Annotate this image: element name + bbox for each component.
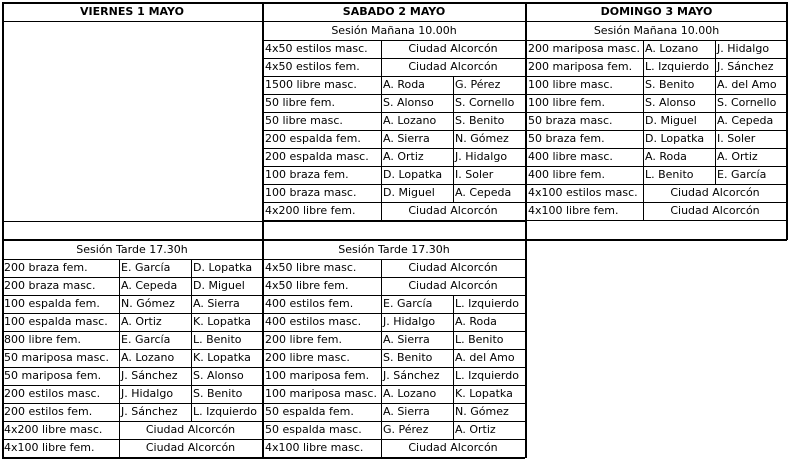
swimmer-name: D. Miguel xyxy=(645,114,697,127)
event-name: 4x200 libre masc. xyxy=(4,423,103,436)
grid-line xyxy=(191,259,192,277)
swimmer-name: A. Lozano xyxy=(645,42,699,55)
swimmer-name: S. Cornello xyxy=(455,96,515,109)
event-name: 1500 libre masc. xyxy=(265,78,357,91)
swimmer-name: J. Hidalgo xyxy=(717,42,770,55)
event-name: 200 espalda fem. xyxy=(265,132,361,145)
grid-line xyxy=(643,76,644,94)
swimmer-name: K. Lopatka xyxy=(455,387,513,400)
event-name: 100 libre fem. xyxy=(528,96,605,109)
grid-line xyxy=(119,421,120,439)
swimmer-name: A. Roda xyxy=(455,315,497,328)
swimmer-name: A. Lozano xyxy=(383,114,437,127)
swimmer-name: L. Izquierdo xyxy=(455,297,519,310)
event-name: 50 libre fem. xyxy=(265,96,335,109)
swimmer-name: E. García xyxy=(717,168,767,181)
grid-line xyxy=(453,148,454,166)
session-title: Sesión Mañana 10.00h xyxy=(593,24,720,37)
swimmer-name: A. del Amo xyxy=(717,78,777,91)
grid-line xyxy=(191,403,192,421)
swimmer-name: S. Alonso xyxy=(383,96,434,109)
grid-line xyxy=(119,313,120,331)
grid-line xyxy=(643,112,644,130)
grid-line xyxy=(453,313,454,331)
grid-line xyxy=(119,403,120,421)
swimmer-name: K. Lopatka xyxy=(193,315,251,328)
event-name: 400 estilos fem. xyxy=(265,297,354,310)
club-name: Ciudad Alcorcón xyxy=(670,204,760,217)
event-name: 400 estilos masc. xyxy=(265,315,362,328)
swimmer-name: L. Izquierdo xyxy=(455,369,519,382)
grid-line xyxy=(191,331,192,349)
swimmer-name: N. Gómez xyxy=(455,132,509,145)
day-header-viernes: VIERNES 1 MAYO xyxy=(80,5,184,18)
grid-line xyxy=(453,184,454,202)
swimmer-name: A. Lozano xyxy=(383,387,437,400)
swimmer-name: A. Roda xyxy=(645,150,687,163)
grid-line xyxy=(715,148,716,166)
event-name: 200 braza masc. xyxy=(4,279,96,292)
grid-line xyxy=(191,277,192,295)
grid-line xyxy=(381,58,382,76)
swimmer-name: J. Sánchez xyxy=(121,369,178,382)
grid-line xyxy=(381,385,382,403)
swimmer-name: S. Benito xyxy=(455,114,505,127)
event-name: 800 libre fem. xyxy=(4,333,81,346)
swimmer-name: K. Lopatka xyxy=(193,351,251,364)
swimmer-name: A. Sierra xyxy=(383,333,430,346)
grid-line xyxy=(2,2,4,458)
swimmer-name: J. Sánchez xyxy=(121,405,178,418)
grid-line xyxy=(2,21,787,22)
grid-line xyxy=(715,76,716,94)
grid-line xyxy=(526,220,787,221)
grid-line xyxy=(643,148,644,166)
swimmer-name: A. Roda xyxy=(383,78,425,91)
swimmer-name: A. Sierra xyxy=(383,132,430,145)
swimmer-name: A. Cepeda xyxy=(455,186,512,199)
club-name: Ciudad Alcorcón xyxy=(145,423,236,436)
grid-line xyxy=(381,349,382,367)
swimmer-name: N. Gómez xyxy=(455,405,509,418)
event-name: 200 estilos masc. xyxy=(4,387,101,400)
grid-line xyxy=(381,202,382,220)
event-name: 4x100 estilos masc. xyxy=(528,186,638,199)
club-name: Ciudad Alcorcón xyxy=(670,186,760,199)
event-name: 200 mariposa masc. xyxy=(528,42,640,55)
club-name: Ciudad Alcorcón xyxy=(145,441,236,454)
day-header-domingo: DOMINGO 3 MAYO xyxy=(600,5,713,18)
grid-line xyxy=(453,130,454,148)
grid-line xyxy=(453,367,454,385)
swimmer-name: D. Lopatka xyxy=(383,168,443,181)
grid-line xyxy=(381,277,382,295)
grid-line xyxy=(715,112,716,130)
swimmer-name: J. Hidalgo xyxy=(383,315,436,328)
grid-line xyxy=(715,58,716,76)
event-name: 50 libre masc. xyxy=(265,114,343,127)
event-name: 200 braza fem. xyxy=(4,261,88,274)
club-name: Ciudad Alcorcón xyxy=(408,60,498,73)
swimmer-name: J. Sánchez xyxy=(383,369,440,382)
grid-line xyxy=(453,349,454,367)
event-name: 100 braza fem. xyxy=(265,168,349,181)
swimmer-name: E. García xyxy=(121,333,171,346)
event-name: 4x50 libre fem. xyxy=(265,279,349,292)
club-name: Ciudad Alcorcón xyxy=(408,279,498,292)
swimmer-name: A. Ortiz xyxy=(383,150,424,163)
event-name: 100 espalda masc. xyxy=(4,315,108,328)
grid-line xyxy=(381,367,382,385)
grid-line xyxy=(381,295,382,313)
swimmer-name: S. Cornello xyxy=(717,96,777,109)
grid-line xyxy=(381,130,382,148)
event-name: 4x100 libre fem. xyxy=(4,441,95,454)
swimmer-name: N. Gómez xyxy=(121,297,175,310)
grid-line xyxy=(262,2,264,458)
grid-line xyxy=(453,385,454,403)
swimmer-name: I. Soler xyxy=(455,168,494,181)
grid-line xyxy=(263,40,525,41)
grid-line xyxy=(2,2,787,4)
grid-line xyxy=(191,295,192,313)
swimmer-name: A. Ortiz xyxy=(455,423,496,436)
swimmer-name: J. Hidalgo xyxy=(121,387,174,400)
event-name: 4x100 libre masc. xyxy=(265,441,364,454)
event-name: 50 braza masc. xyxy=(528,114,613,127)
club-name: Ciudad Alcorcón xyxy=(408,204,498,217)
grid-line xyxy=(381,166,382,184)
club-name: Ciudad Alcorcón xyxy=(408,261,498,274)
grid-line xyxy=(119,277,120,295)
event-name: 100 espalda fem. xyxy=(4,297,100,310)
event-name: 4x100 libre fem. xyxy=(528,204,619,217)
grid-line xyxy=(263,259,525,260)
swimmer-name: S. Benito xyxy=(645,78,695,91)
grid-line xyxy=(263,221,525,222)
grid-line xyxy=(191,313,192,331)
grid-line xyxy=(643,202,644,220)
grid-line xyxy=(381,184,382,202)
event-name: 200 libre masc. xyxy=(265,351,350,364)
swimmer-name: A. Lozano xyxy=(121,351,175,364)
swimmer-name: D. Lopatka xyxy=(645,132,705,145)
grid-line xyxy=(119,367,120,385)
grid-line xyxy=(715,40,716,58)
event-name: 100 braza masc. xyxy=(265,186,357,199)
grid-line xyxy=(381,313,382,331)
grid-line xyxy=(381,76,382,94)
grid-line xyxy=(119,295,120,313)
swimmer-name: A. Sierra xyxy=(383,405,430,418)
grid-line xyxy=(453,331,454,349)
grid-line xyxy=(381,148,382,166)
swimmer-name: J. Hidalgo xyxy=(455,150,508,163)
grid-line xyxy=(715,94,716,112)
swimmer-name: S. Benito xyxy=(193,387,243,400)
grid-line xyxy=(381,94,382,112)
swimmer-name: G. Pérez xyxy=(383,423,429,436)
event-name: 400 libre masc. xyxy=(528,150,613,163)
grid-line xyxy=(2,221,264,222)
event-name: 100 mariposa fem. xyxy=(265,369,370,382)
swimmer-name: L. Izquierdo xyxy=(645,60,709,73)
grid-line xyxy=(453,94,454,112)
swimmer-name: L. Benito xyxy=(193,333,242,346)
grid-line xyxy=(119,259,120,277)
event-name: 50 mariposa masc. xyxy=(4,351,109,364)
grid-line xyxy=(715,166,716,184)
grid-line xyxy=(526,40,787,41)
grid-line xyxy=(453,295,454,313)
grid-line xyxy=(453,403,454,421)
grid-line xyxy=(643,166,644,184)
grid-line xyxy=(643,130,644,148)
swimmer-name: I. Soler xyxy=(717,132,756,145)
swimmer-name: S. Benito xyxy=(383,351,433,364)
grid-line xyxy=(381,331,382,349)
swimmer-name: D. Miguel xyxy=(193,279,245,292)
swimmer-name: D. Lopatka xyxy=(193,261,253,274)
grid-line xyxy=(119,349,120,367)
swimmer-name: D. Miguel xyxy=(383,186,435,199)
grid-line xyxy=(381,40,382,58)
grid-line xyxy=(381,112,382,130)
grid-line xyxy=(191,385,192,403)
grid-line xyxy=(119,385,120,403)
event-name: 400 libre fem. xyxy=(528,168,605,181)
event-name: 200 estilos fem. xyxy=(4,405,93,418)
swimmer-name: L. Izquierdo xyxy=(193,405,257,418)
swimmer-name: S. Alonso xyxy=(645,96,696,109)
grid-line xyxy=(453,112,454,130)
swimmer-name: A. del Amo xyxy=(455,351,515,364)
grid-line xyxy=(643,58,644,76)
event-name: 50 espalda masc. xyxy=(265,423,362,436)
event-name: 4x200 libre fem. xyxy=(265,204,356,217)
grid-line xyxy=(526,239,787,241)
event-name: 200 libre fem. xyxy=(265,333,342,346)
event-name: 100 libre masc. xyxy=(528,78,613,91)
swimmer-name: L. Benito xyxy=(455,333,504,346)
grid-line xyxy=(191,349,192,367)
swimmer-name: G. Pérez xyxy=(455,78,501,91)
grid-line xyxy=(643,94,644,112)
grid-line xyxy=(453,76,454,94)
event-name: 50 espalda fem. xyxy=(265,405,354,418)
swimmer-name: A. Cepeda xyxy=(717,114,774,127)
grid-line xyxy=(119,331,120,349)
session-title: Sesión Tarde 17.30h xyxy=(76,243,188,256)
grid-line xyxy=(2,259,262,260)
event-name: 50 braza fem. xyxy=(528,132,605,145)
event-name: 4x50 libre masc. xyxy=(265,261,357,274)
swimmer-name: L. Benito xyxy=(645,168,694,181)
swimmer-name: A. Sierra xyxy=(193,297,240,310)
grid-line xyxy=(643,40,644,58)
grid-line xyxy=(381,421,382,439)
event-name: 4x50 estilos masc. xyxy=(265,42,368,55)
event-name: 50 mariposa fem. xyxy=(4,369,102,382)
grid-line xyxy=(119,439,120,457)
grid-line xyxy=(525,2,527,458)
grid-line xyxy=(453,166,454,184)
swimmer-name: A. Cepeda xyxy=(121,279,178,292)
grid-line xyxy=(381,439,382,457)
swimmer-name: E. García xyxy=(121,261,171,274)
event-name: 4x50 estilos fem. xyxy=(265,60,360,73)
club-name: Ciudad Alcorcón xyxy=(408,441,498,454)
swimmer-name: J. Sánchez xyxy=(717,60,774,73)
grid-line xyxy=(381,403,382,421)
event-name: 200 espalda masc. xyxy=(265,150,369,163)
session-title: Sesión Tarde 17.30h xyxy=(338,243,450,256)
swimmer-name: E. García xyxy=(383,297,433,310)
grid-line xyxy=(381,259,382,277)
grid-line xyxy=(191,367,192,385)
grid-line xyxy=(715,130,716,148)
swimmer-name: A. Ortiz xyxy=(717,150,758,163)
grid-line xyxy=(453,421,454,439)
session-title: Sesión Mañana 10.00h xyxy=(331,24,457,37)
grid-line xyxy=(643,184,644,202)
event-name: 100 mariposa masc. xyxy=(265,387,377,400)
event-name: 200 mariposa fem. xyxy=(528,60,633,73)
swimmer-name: S. Alonso xyxy=(193,369,244,382)
day-header-sabado: SABADO 2 MAYO xyxy=(342,5,446,18)
club-name: Ciudad Alcorcón xyxy=(408,42,498,55)
swimmer-name: A. Ortiz xyxy=(121,315,162,328)
